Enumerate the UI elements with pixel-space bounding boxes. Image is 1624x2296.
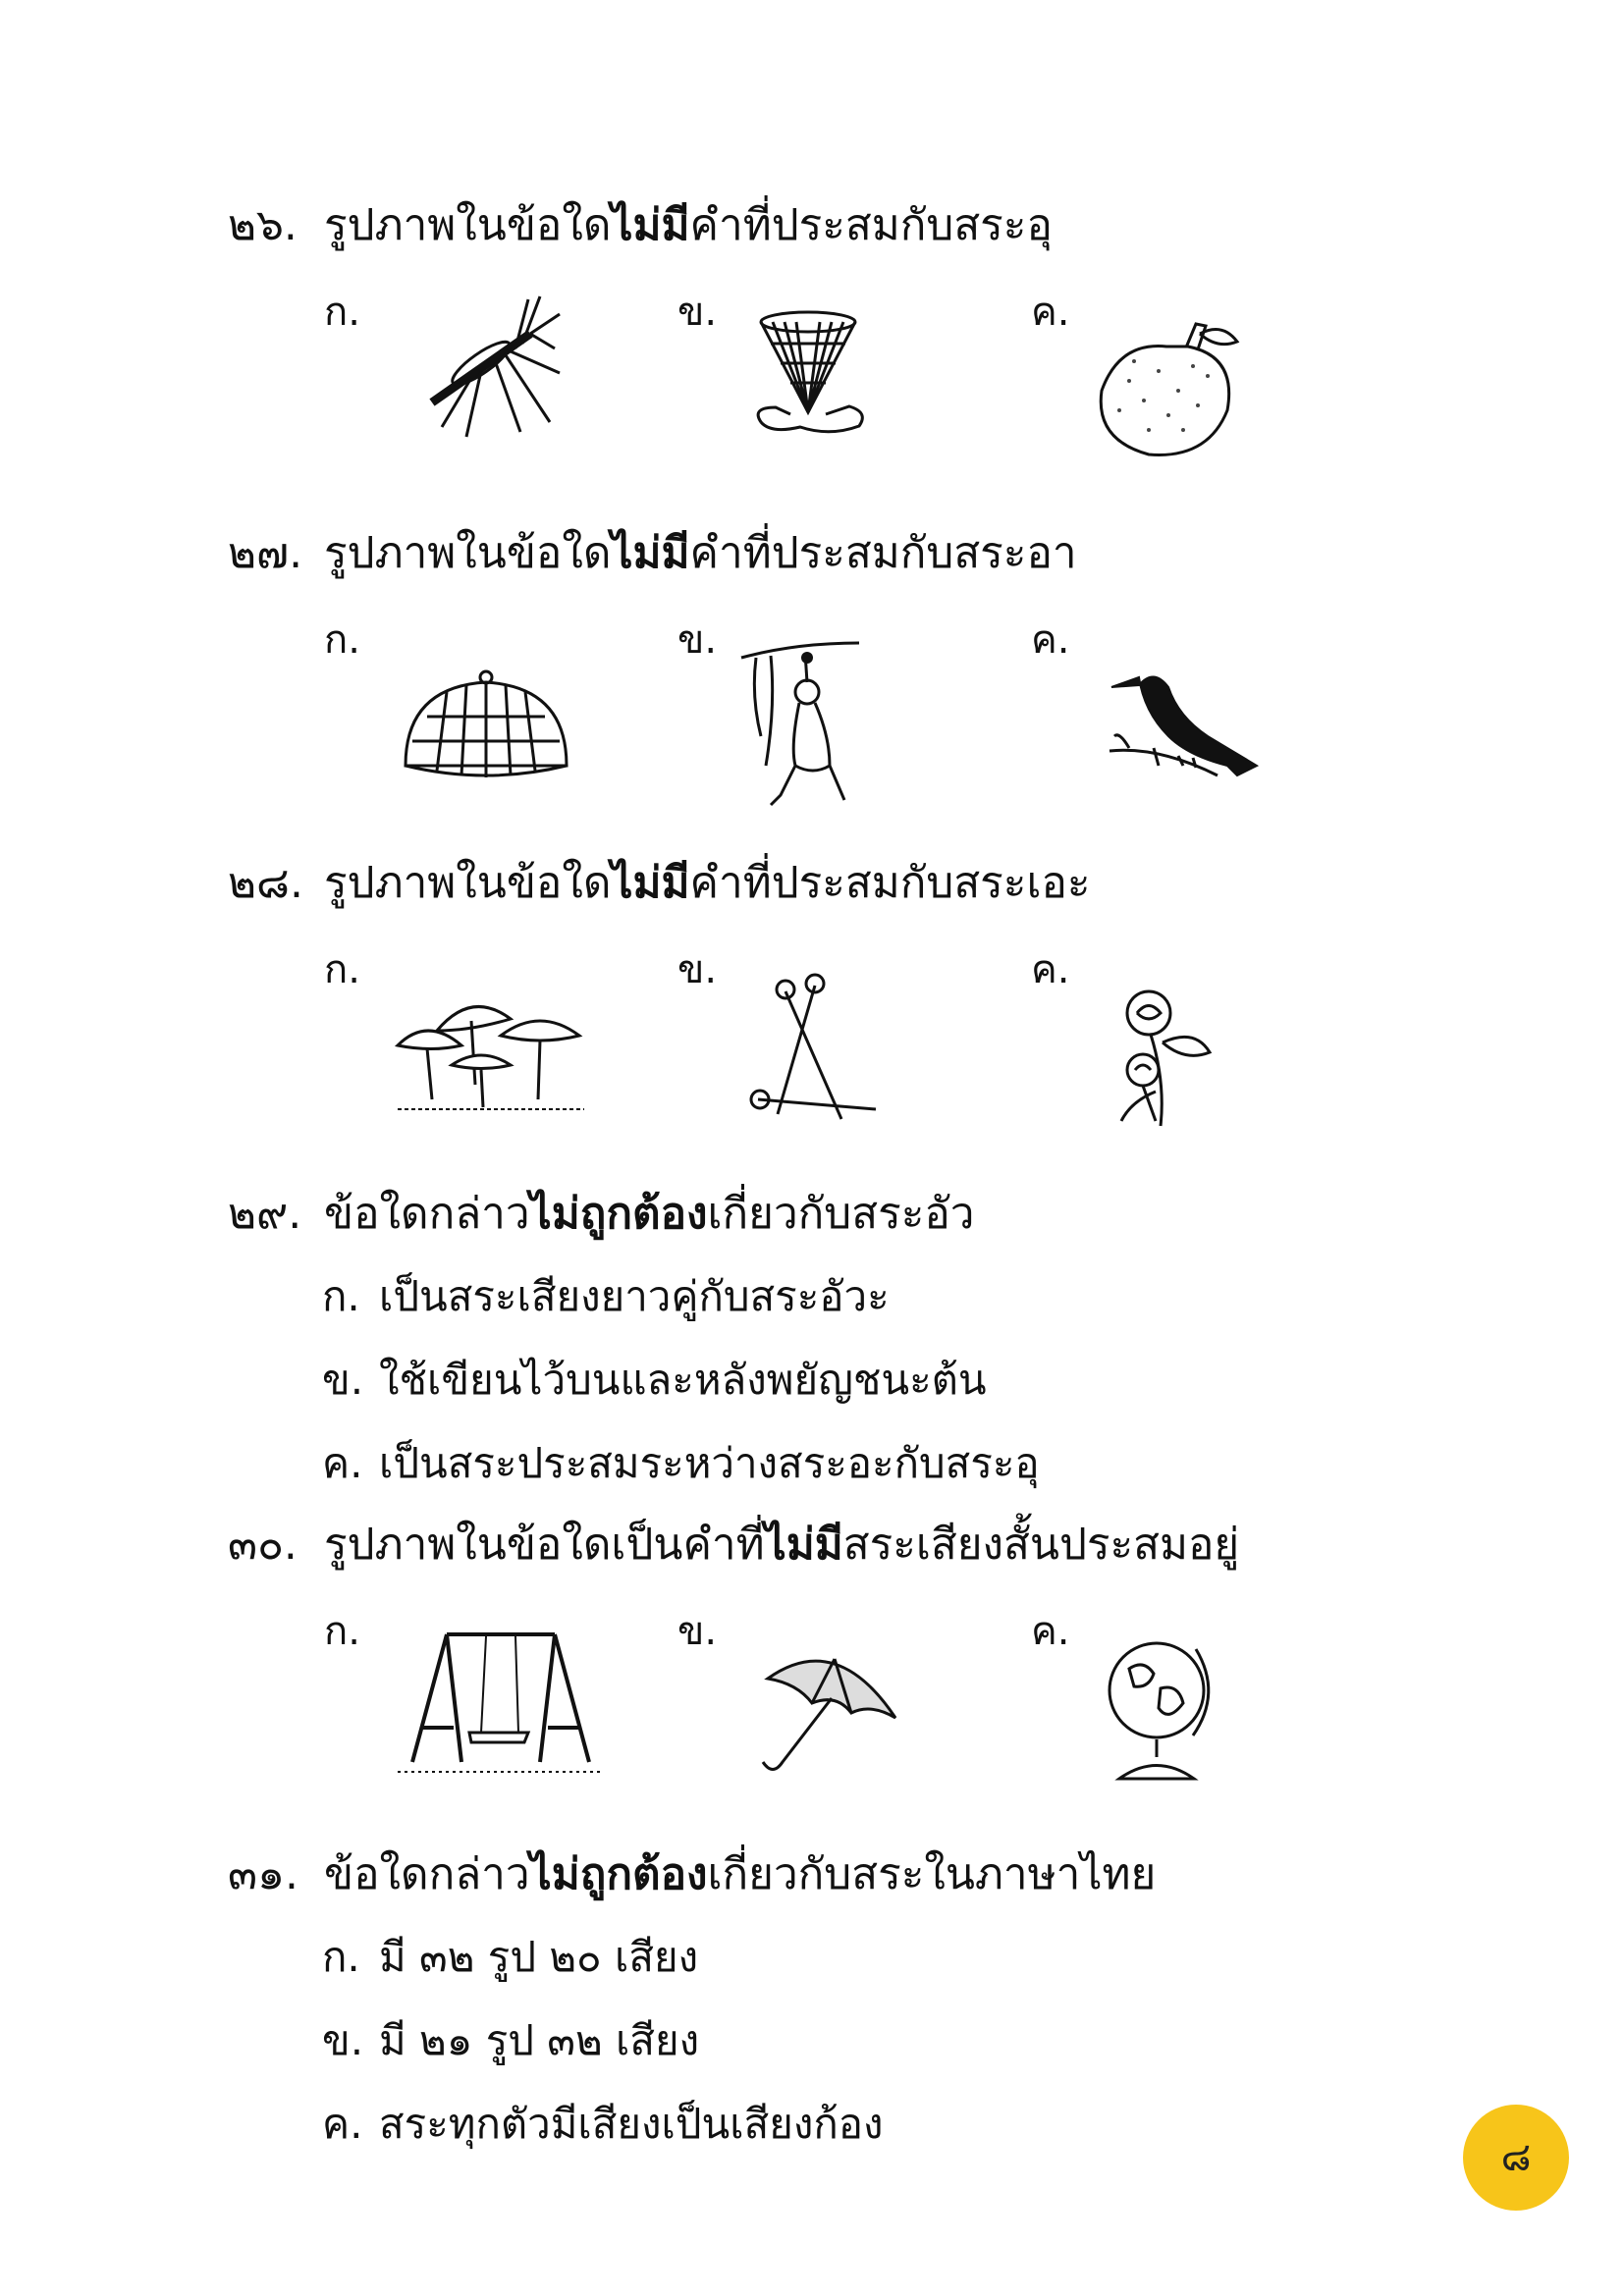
choice-label: ข. — [677, 617, 718, 663]
question-text: คำที่ประสมกับสระอุ — [689, 200, 1053, 250]
fishing-trap-illustration — [741, 304, 879, 442]
question-number: ๒๖. — [228, 200, 298, 250]
question-number: ๒๗. — [228, 528, 303, 578]
option-text: เป็นสระเสียงยาวคู่กับสระอัวะ — [379, 1272, 890, 1320]
question-text: รูปภาพในข้อใด — [324, 528, 612, 578]
pins-illustration — [748, 972, 886, 1129]
option-row — [322, 1356, 987, 1404]
choice-label: ก. — [324, 1609, 360, 1654]
option-text: ใช้เขียนไว้บนและหลังพยัญชนะต้น — [379, 1356, 987, 1404]
food-cover-illustration — [398, 667, 574, 785]
question-text: ข้อใดกล่าว — [324, 1189, 530, 1239]
question-30 — [228, 1520, 1240, 1570]
choice-label: ค. — [1031, 1609, 1070, 1654]
choice-label: ข. — [677, 947, 718, 992]
question-number: ๓๑. — [228, 1849, 298, 1899]
page-number: ๘ — [1500, 2135, 1532, 2180]
question-26 — [228, 200, 1053, 250]
question-emphasis: ไม่มี — [611, 858, 690, 908]
choice-label: ก. — [324, 617, 360, 663]
question-text: สระเสียงสั้นประสมอยู่ — [842, 1520, 1240, 1570]
mushroom-illustration — [393, 991, 589, 1119]
question-emphasis: ไม่มี — [611, 200, 690, 250]
option-row — [322, 1439, 1040, 1487]
option-row — [322, 1933, 699, 1981]
choice-label: ข. — [677, 1609, 718, 1654]
question-text: คำที่ประสมกับสระเอะ — [689, 858, 1091, 908]
choice-label: ข. — [677, 290, 718, 335]
option-row — [322, 1272, 890, 1320]
choice-label: ค. — [1031, 617, 1070, 663]
question-emphasis: ไม่ถูกต้อง — [529, 1849, 708, 1899]
question-text: เกี่ยวกับสระในภาษาไทย — [707, 1849, 1157, 1899]
option-label: ค. — [322, 1439, 363, 1487]
rose-illustration — [1102, 984, 1229, 1131]
choice-label: ค. — [1031, 290, 1070, 335]
question-text: ข้อใดกล่าว — [324, 1849, 530, 1899]
question-text: รูปภาพในข้อใดเป็นคำที่ — [324, 1520, 765, 1570]
question-number: ๓๐. — [228, 1520, 298, 1570]
question-number: ๒๘. — [228, 858, 303, 908]
question-text: รูปภาพในข้อใด — [324, 200, 612, 250]
option-text: มี ๓๒ รูป ๒๐ เสียง — [379, 1933, 699, 1981]
choice-label: ค. — [1031, 947, 1070, 992]
choice-label: ก. — [324, 947, 360, 992]
question-27 — [228, 528, 1077, 578]
swing-illustration — [393, 1625, 609, 1782]
option-text: เป็นสระประสมระหว่างสระอะกับสระอุ — [379, 1439, 1040, 1487]
question-text: เกี่ยวกับสระอัว — [707, 1189, 975, 1239]
page-number-badge — [1461, 2103, 1571, 2213]
jackfruit-illustration — [1090, 312, 1247, 459]
umbrella-illustration — [748, 1639, 905, 1787]
option-text: มี ๒๑ รูป ๓๒ เสียง — [379, 2016, 700, 2064]
mosquito-illustration — [412, 294, 569, 442]
option-label: ค. — [322, 2100, 363, 2148]
choice-label: ก. — [324, 290, 360, 335]
question-text: รูปภาพในข้อใด — [324, 858, 612, 908]
question-text: คำที่ประสมกับสระอา — [689, 528, 1077, 578]
option-text: สระทุกตัวมีเสียงเป็นเสียงก้อง — [379, 2100, 884, 2148]
option-row — [322, 2100, 884, 2148]
question-emphasis: ไม่มี — [764, 1520, 843, 1570]
question-number: ๒๙. — [228, 1189, 302, 1239]
option-row — [322, 2016, 700, 2064]
option-label: ก. — [322, 1933, 360, 1981]
question-emphasis: ไม่มี — [611, 528, 690, 578]
option-label: ก. — [322, 1272, 360, 1320]
question-29 — [228, 1189, 975, 1239]
monkey-illustration — [736, 638, 864, 815]
question-28 — [228, 858, 1091, 908]
option-label: ข. — [322, 2016, 364, 2064]
globe-illustration — [1100, 1629, 1218, 1787]
question-31 — [228, 1849, 1157, 1899]
crow-illustration — [1100, 658, 1267, 805]
option-label: ข. — [322, 1356, 364, 1404]
question-emphasis: ไม่ถูกต้อง — [529, 1189, 708, 1239]
